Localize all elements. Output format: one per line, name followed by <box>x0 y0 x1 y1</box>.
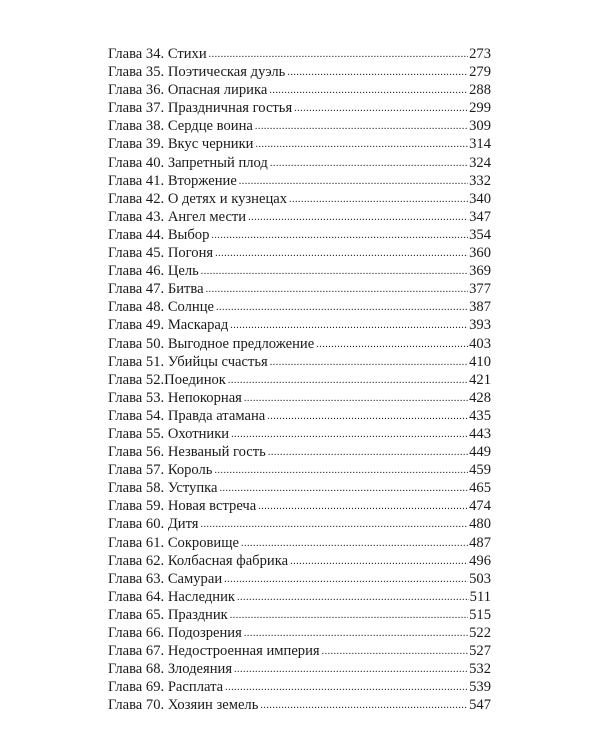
toc-entry-title: Глава 60. Дитя <box>108 516 199 533</box>
toc-entry-title: Глава 41. Вторжение <box>108 172 237 189</box>
toc-entry-title: Глава 66. Подозрения <box>108 625 242 641</box>
toc-entry-page-number: 421 <box>469 371 491 388</box>
dot-leader <box>287 64 468 82</box>
toc-entry-title: Глава 36. Опасная лирика <box>108 82 268 99</box>
toc-entry-page-number: 377 <box>469 281 491 298</box>
toc-entry <box>108 588 491 606</box>
toc-entry-page-number: 443 <box>469 425 491 442</box>
toc-entry-title: Глава 46. Цель <box>108 263 199 280</box>
toc-entry <box>108 172 491 190</box>
dot-leader <box>268 444 468 462</box>
dot-leader <box>244 390 468 408</box>
toc-entry-title: Глава 69. Расплата <box>108 679 224 696</box>
toc-entry-title: Глава 39. Вкус черники <box>108 136 254 153</box>
toc-entry-page-number: 515 <box>469 606 491 623</box>
toc-entry <box>108 696 491 714</box>
toc-entry <box>108 534 491 552</box>
toc-entry-page-number: 332 <box>469 172 491 189</box>
toc-entry <box>108 425 491 443</box>
toc-entry-title: Глава 70. Хозяин земель <box>108 697 259 714</box>
toc-entry-page-number: 369 <box>469 263 491 280</box>
toc-entry-title: Глава 67. Недостроенная империя <box>108 643 320 660</box>
dot-leader <box>231 426 468 444</box>
dot-leader <box>270 155 468 173</box>
toc-entry-title: Глава 68. Злодеяния <box>108 661 233 678</box>
dot-leader <box>316 336 468 354</box>
toc-entry <box>108 497 491 515</box>
toc-entry <box>108 208 491 226</box>
dot-leader <box>289 191 468 209</box>
dot-leader <box>225 679 468 697</box>
toc-entry-title: Глава 48. Солнце <box>108 299 215 316</box>
toc-entry-page-number: 480 <box>469 516 491 533</box>
toc-entry <box>108 226 491 244</box>
dot-leader <box>230 607 468 625</box>
toc-entry-title: Глава 43. Ангел мести <box>108 208 247 225</box>
dot-leader <box>237 589 469 607</box>
toc-entry <box>108 606 491 624</box>
toc-entry-page-number: 309 <box>469 118 491 135</box>
dot-leader <box>209 46 468 64</box>
dot-leader <box>228 372 468 390</box>
dot-leader <box>230 317 468 335</box>
toc-entry <box>108 45 491 63</box>
toc-entry-title: Глава 58. Уступка <box>108 480 218 497</box>
toc-entry <box>108 570 491 588</box>
toc-entry-page-number: 435 <box>469 407 491 424</box>
dot-leader <box>270 354 468 372</box>
toc-entry-title: Глава 54. Правда атамана <box>108 407 266 424</box>
toc-entry <box>108 63 491 81</box>
toc-entry-page-number: 299 <box>469 100 491 117</box>
dot-leader <box>216 299 468 317</box>
toc-entry-title: Глава 45. Погоня <box>108 245 214 262</box>
toc-entry-title: Глава 65. Праздник <box>108 606 228 623</box>
toc-entry-page-number: 428 <box>469 389 491 406</box>
toc-entry-title: Глава 47. Битва <box>108 281 204 298</box>
dot-leader <box>260 697 468 715</box>
toc-entry-title: Глава 53. Непокорная <box>108 389 242 406</box>
dot-leader <box>206 281 469 299</box>
toc-entry-page-number: 393 <box>469 317 491 334</box>
toc-entry <box>108 298 491 316</box>
toc-entry <box>108 624 491 642</box>
toc-entry-title: Глава 62. Колбасная фабрика <box>108 552 289 569</box>
toc-entry <box>108 660 491 678</box>
dot-leader <box>255 118 468 136</box>
toc-entry <box>108 642 491 660</box>
toc-entry-title: Глава 51. Убийцы счастья <box>108 353 268 370</box>
toc-entry <box>108 99 491 117</box>
toc-entry-page-number: 354 <box>469 226 491 243</box>
toc-entry-title: Глава 64. Наследник <box>108 588 236 605</box>
toc-entry-title: Глава 56. Незваный гость <box>108 444 266 461</box>
toc-entry-page-number: 403 <box>469 335 491 352</box>
toc-entry <box>108 389 491 407</box>
toc-entry-page-number: 459 <box>469 462 491 479</box>
dot-leader <box>201 263 468 281</box>
toc-entry-title: Глава 44. Выбор <box>108 226 210 243</box>
dot-leader <box>234 661 468 679</box>
toc-entry-page-number: 522 <box>469 625 491 641</box>
toc-entry-page-number: 511 <box>469 588 491 605</box>
table-of-contents <box>108 45 491 714</box>
toc-entry <box>108 81 491 99</box>
dot-leader <box>224 571 468 589</box>
toc-entry <box>108 335 491 353</box>
toc-entry <box>108 371 491 389</box>
toc-entry-title: Глава 55. Охотники <box>108 425 230 442</box>
toc-entry <box>108 443 491 461</box>
toc-entry-page-number: 387 <box>469 299 491 316</box>
dot-leader <box>294 100 468 118</box>
toc-entry <box>108 678 491 696</box>
dot-leader <box>248 209 468 227</box>
toc-entry <box>108 117 491 135</box>
toc-entry <box>108 552 491 570</box>
dot-leader <box>211 227 468 245</box>
toc-entry <box>108 244 491 262</box>
dot-leader <box>267 408 468 426</box>
toc-entry-page-number: 465 <box>469 480 491 497</box>
dot-leader <box>258 498 468 516</box>
toc-entry <box>108 316 491 334</box>
toc-entry-page-number: 527 <box>469 643 491 660</box>
toc-entry-title: Глава 52.Поединок <box>108 371 226 388</box>
toc-entry-page-number: 314 <box>469 136 491 153</box>
dot-leader <box>244 625 468 643</box>
dot-leader <box>269 82 468 100</box>
toc-entry-title: Глава 63. Самураи <box>108 570 223 587</box>
dot-leader <box>322 643 468 661</box>
toc-entry-title: Глава 38. Сердце воина <box>108 118 253 135</box>
toc-entry <box>108 135 491 153</box>
toc-entry-page-number: 340 <box>469 190 491 207</box>
toc-entry-page-number: 279 <box>469 64 491 81</box>
dot-leader <box>214 462 468 480</box>
toc-entry-title: Глава 50. Выгодное предложение <box>108 335 315 352</box>
toc-entry-title: Глава 49. Маскарад <box>108 317 229 334</box>
toc-entry-title: Глава 37. Праздничная гостья <box>108 100 293 117</box>
dot-leader <box>215 245 468 263</box>
toc-entry-page-number: 324 <box>469 154 491 171</box>
toc-entry <box>108 280 491 298</box>
toc-entry <box>108 262 491 280</box>
toc-entry-title: Глава 35. Поэтическая дуэль <box>108 64 286 81</box>
toc-entry-title: Глава 61. Сокровище <box>108 534 239 551</box>
toc-entry-page-number: 547 <box>469 697 491 714</box>
toc-entry <box>108 190 491 208</box>
toc-entry-title: Глава 42. О детях и кузнецах <box>108 190 288 207</box>
toc-entry-page-number: 410 <box>469 353 491 370</box>
toc-entry <box>108 407 491 425</box>
dot-leader <box>200 516 468 534</box>
toc-entry <box>108 515 491 533</box>
toc-entry-title: Глава 34. Стихи <box>108 46 207 62</box>
dot-leader <box>239 173 468 191</box>
dot-leader <box>241 535 468 553</box>
toc-entry <box>108 154 491 172</box>
toc-entry-page-number: 347 <box>469 208 491 225</box>
toc-entry-page-number: 539 <box>469 679 491 696</box>
toc-entry-page-number: 474 <box>469 498 491 515</box>
toc-entry <box>108 461 491 479</box>
toc-entry-page-number: 487 <box>469 534 491 551</box>
toc-entry-page-number: 288 <box>469 82 491 99</box>
toc-entry-page-number: 532 <box>469 661 491 678</box>
toc-entry-page-number: 449 <box>469 444 491 461</box>
toc-entry-title: Глава 59. Новая встреча <box>108 498 257 515</box>
toc-entry <box>108 479 491 497</box>
toc-entry-page-number: 503 <box>469 570 491 587</box>
toc-entry <box>108 353 491 371</box>
toc-entry-title: Глава 40. Запретный плод <box>108 154 268 171</box>
dot-leader <box>290 553 468 571</box>
toc-entry-page-number: 360 <box>469 245 491 262</box>
toc-entry-page-number: 273 <box>469 46 491 62</box>
dot-leader <box>256 136 469 154</box>
dot-leader <box>220 480 469 498</box>
toc-entry-page-number: 496 <box>469 552 491 569</box>
toc-entry-title: Глава 57. Король <box>108 462 213 479</box>
